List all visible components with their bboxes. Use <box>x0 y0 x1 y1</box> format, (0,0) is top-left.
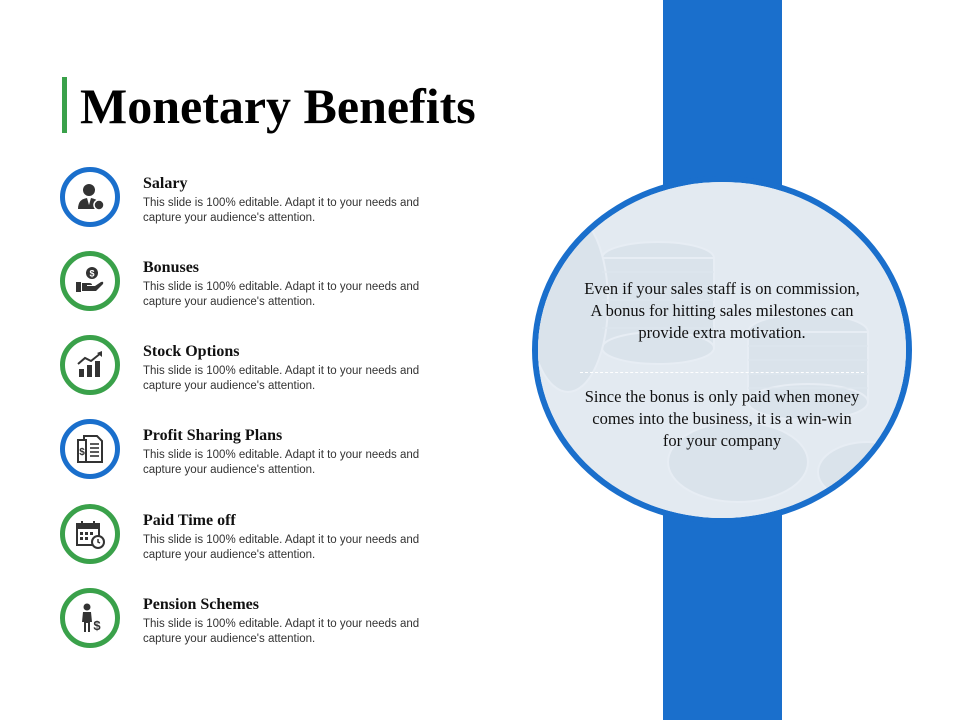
benefit-profit-sharing-plans <box>60 419 480 483</box>
benefit-description: This slide is 100% editable. Adapt it to your needs and capture your audience's attention. <box>143 618 420 645</box>
svg-text:$: $ <box>79 447 85 458</box>
paid-time-off-icon-ring <box>60 504 120 564</box>
callout-divider <box>580 372 864 373</box>
svg-text:$: $ <box>93 618 101 633</box>
benefit-paid-time-off <box>60 504 480 568</box>
profit-sharing-icon-ring <box>60 419 120 479</box>
coin-stack-background <box>538 182 906 518</box>
benefit-title: Paid Time off <box>143 512 236 529</box>
title-accent-bar <box>62 77 67 133</box>
benefit-description: This slide is 100% editable. Adapt it to your needs and capture your audience's attention. <box>143 281 420 308</box>
person-coin-icon <box>73 180 107 214</box>
benefit-title: Bonuses <box>143 259 200 276</box>
person-dollar-icon <box>73 601 107 635</box>
calendar-clock-icon <box>73 517 107 551</box>
callout-text-2: Since the bonus is only paid when money comes into the business, it is a win-win for your company <box>584 387 860 450</box>
benefit-description: This slide is 100% editable. Adapt it to your needs and capture your audience's attention. <box>143 365 420 392</box>
benefit-stock-options <box>60 335 480 399</box>
callout-text-1: Even if your sales staff is on commission, A bonus for hitting sales milestones can provide extra motivation. <box>584 279 860 342</box>
page-title: Monetary Benefits <box>80 78 476 134</box>
benefit-description: This slide is 100% editable. Adapt it to your needs and capture your audience's attention. <box>143 449 420 476</box>
svg-text:$: $ <box>89 268 95 279</box>
benefit-title: Stock Options <box>143 343 240 360</box>
benefit-pension-schemes <box>60 588 480 652</box>
bonuses-icon-ring <box>60 251 120 311</box>
growth-chart-icon <box>73 348 107 382</box>
benefit-salary <box>60 167 480 231</box>
benefit-description: This slide is 100% editable. Adapt it to your needs and capture your audience's attention. <box>143 197 420 224</box>
benefit-title: Profit Sharing Plans <box>143 427 283 444</box>
stock-options-icon-ring <box>60 335 120 395</box>
salary-icon-ring <box>60 167 120 227</box>
pension-schemes-icon-ring <box>60 588 120 648</box>
benefit-title: Pension Schemes <box>143 596 259 613</box>
hand-coin-icon <box>73 264 107 298</box>
benefit-title: Salary <box>143 175 188 192</box>
callout-circle <box>532 176 912 524</box>
benefit-bonuses <box>60 251 480 315</box>
benefit-description: This slide is 100% editable. Adapt it to your needs and capture your audience's attention. <box>143 534 420 561</box>
dollar-document-icon <box>73 432 107 466</box>
